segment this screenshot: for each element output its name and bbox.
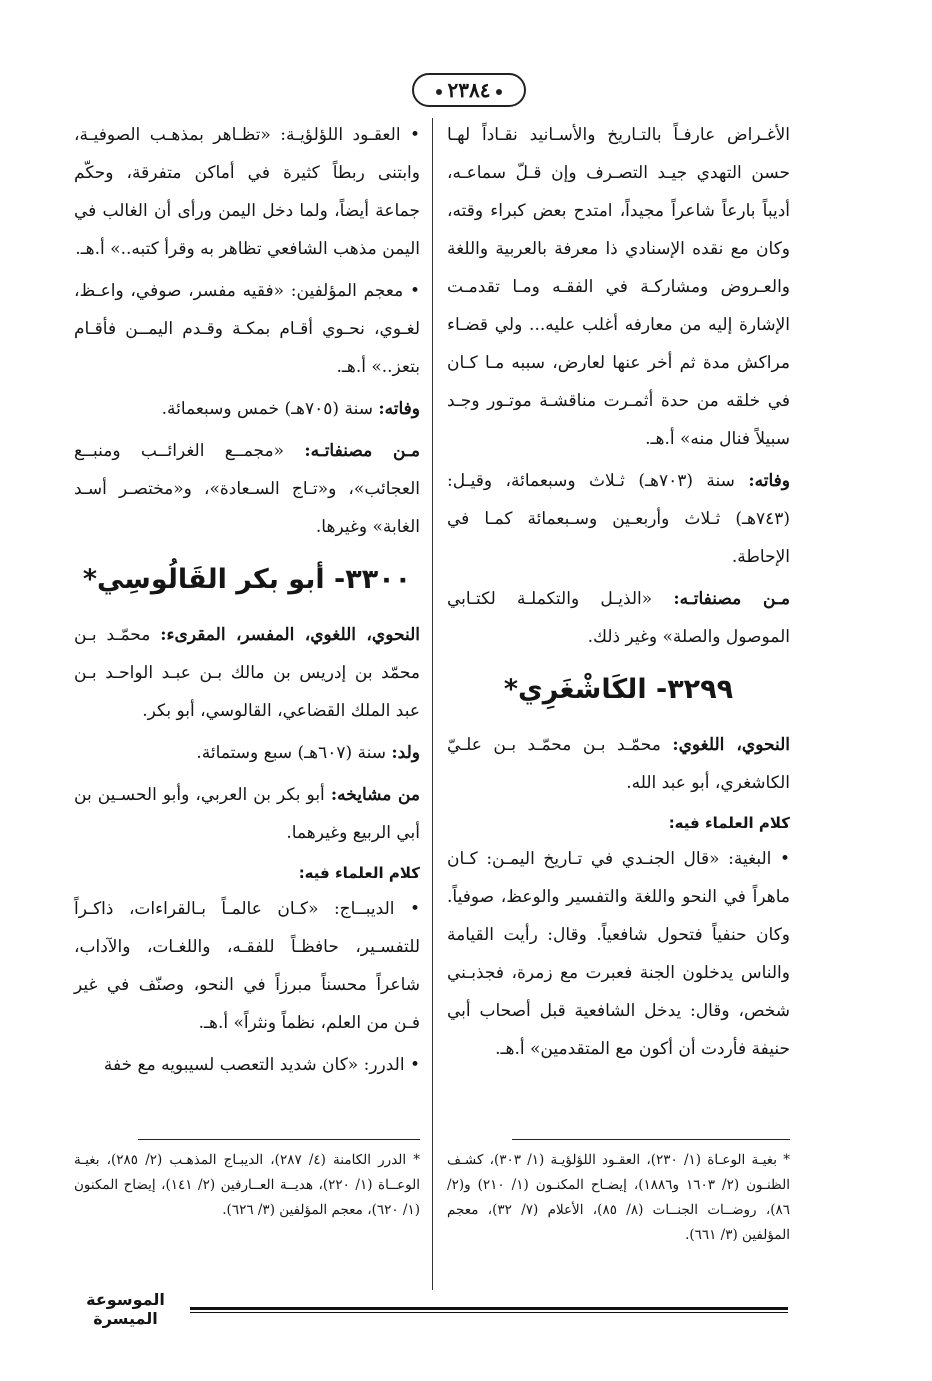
teachers-paragraph <box>74 776 420 852</box>
label: مـن مصنفاتـه: <box>673 589 790 609</box>
text: «الذيـل والتكملـة لكتـابي الموصول والصلة» وغير ذلك. <box>447 589 790 647</box>
label: مـن مصنفاتـه: <box>304 441 420 461</box>
footnote-right: * بغيـة الوعـاة (١/ ٢٣٠)، العقـود اللؤلؤيـة (١/ ٣٠٣)، كشـف الظنـون (٢/ ١٦٠٣ و١٨٨٦)، إيضـاح المكنـون (١/ ٢١٠) و(٢/ ٨٦)، روضــات الجنــات (٨/ ٨٥)، الأعلام (٧/ ٣٢)، معجم المؤلفين (٣/ ٦٦١). <box>447 1152 791 1243</box>
ornament-dot-icon <box>436 89 442 95</box>
label: وفاته: <box>378 399 420 419</box>
column-divider <box>432 118 433 1290</box>
text: سنة (٦٠٧هـ) سبع وستمائة. <box>196 743 386 763</box>
paragraph: الأغـراض عارفـاً بالتـاريخ والأسـانيد نقـاداً لهـا حسن التهدي جيـد التصـرف وإن قـلّ سماعـه، أديباً بارعاً شاعراً مجيداً، امتدح بعض كبراء وقته، وكان مع نقده الإسنادي ذا معرفة بالعربية واللغة والعـروض ومشاركـة في الفقـه ومـا تقدمـت الإشارة إليه من معارفه أغلب عليه... ولي قضـاء مراكش مدة ثم أخر عنها لعارض، سببه مـا كـان في خلقه من حدة أثمـرت مناقشـة موتـور وجـد سبيلاً فنال منه» أ.هـ. <box>447 125 790 449</box>
works-paragraph <box>74 432 420 546</box>
label: النحوي، اللغوي، المفسر، المقرىء: <box>160 625 420 645</box>
page-number-frame <box>412 73 527 107</box>
label: النحوي، اللغوي: <box>672 735 790 755</box>
text: محمّـد بـن محمّد بن إدريس بن مالك بـن عبـد الواحـد بـن عبد الملك القضاعي، القالوسي، أبو بكر. <box>74 625 420 721</box>
death-paragraph <box>74 390 420 428</box>
section-subheading: كلام العلماء فيه: <box>298 864 420 882</box>
footer-rule-thin <box>190 1312 788 1313</box>
death-paragraph <box>447 462 790 576</box>
birth-paragraph <box>74 734 420 772</box>
footnote-rule <box>512 1139 790 1140</box>
entry-intro <box>447 726 790 802</box>
right-column <box>447 116 790 1072</box>
page-number-header <box>394 72 544 108</box>
section-subheading: كلام العلماء فيه: <box>668 814 790 832</box>
footer-brand: الموسوعة الميسرة <box>86 1290 165 1328</box>
entry-intro <box>74 616 420 730</box>
text: سنة (٧٠٥هـ) خمس وسبعمائة. <box>161 399 373 419</box>
footnote-left: * الدرر الكامنة (٤/ ٢٨٧)، الديبـاج المذهـب (٢/ ٢٨٥)، بغيـة الوعــاة (١/ ٢٢٠)، هديــة العــارفين (٢/ ١٤١)، إيضاح المكنون (١/ ٦٢٠)، معجم المؤلفين (٣/ ٦٢٦). <box>74 1152 421 1218</box>
quote-paragraph: • معجم المؤلفين: «فقيه مفسر، صوفي، واعـظ، لغـوي، نحـوي أقـام بمكـة وقـدم اليمــن فأقـام بتعز..» أ.هـ. <box>74 281 420 377</box>
ornament-dot-icon <box>496 89 502 95</box>
footer-rule <box>190 1307 788 1310</box>
quote-paragraph: • الدرر: «كان شديد التعصب لسيبويه مع خفة <box>103 1055 420 1075</box>
text: محمّـد بـن محمّـد بـن علـيّ الكاشغري، أبو عبد الله. <box>447 735 790 793</box>
footnote-rule <box>138 1139 420 1140</box>
quote-paragraph: • الديبــاج: «كـان عالمـاً بـالقراءات، ذاكـراً للتفسـير، حافظـاً للفقـه، واللغـات، والآداب، شاعراً محسناً مبرزاً في النحو، وصنّف في غير فـن من العلم، نظماً ونثراً» أ.هـ. <box>74 899 420 1033</box>
text: سنة (٧٠٣هـ) ثـلاث وسبعمائة، وقيـل: (٧٤٣هـ) ثـلاث وأربعـين وسـبعمائة كمـا في الإحاطة. <box>447 471 790 567</box>
label: ولد: <box>391 743 420 763</box>
quote-paragraph: • العقـود اللؤلؤيـة: «تظـاهر بمذهـب الصوفيـة، وابتنى ربطاً كثيرة في أماكن متفرقة، وحكّم جماعة أيضاً، ولما دخل اليمن ورأى أن الغالب في اليمن مذهب الشافعي تظاهر به وقرأ كتبه..» أ.هـ. <box>74 125 420 259</box>
entry-heading: ٣٣٠٠- أبو بكر القَالُوسِي* <box>82 564 412 595</box>
label: من مشايخه: <box>330 785 421 805</box>
entry-heading: ٣٢٩٩- الكَاشْغَرِي* <box>503 674 734 705</box>
works-paragraph <box>447 580 790 656</box>
label: وفاته: <box>748 471 790 491</box>
page-number: ٢٣٨٤ <box>447 78 491 102</box>
text: أبو بكر بن العربي، وأبو الحسـين بن أبي الربيع وغيرهما. <box>74 785 420 843</box>
text: «مجمــع الغرائــب ومنبــع العجائب»، و«تـاج السـعادة»، و«مختصـر أسـد الغابة» وغيرها. <box>74 441 420 537</box>
left-column <box>74 116 420 1088</box>
quote-paragraph: • البغية: «قال الجنـدي في تـاريخ اليمـن: كـان ماهراً في النحو واللغة والتفسير والوعظ، صوفياً. وكان حنفياً فتحول شافعياً. وقال: رأيت القيامة والناس يدخلون الجنة فعبرت مع زمرة، فجذبـني شخص، وقال: يدخل الشافعية قبل أصحاب أبي حنيفة فأردت أن أكون مع المتقدمين» أ.هـ. <box>447 849 790 1059</box>
